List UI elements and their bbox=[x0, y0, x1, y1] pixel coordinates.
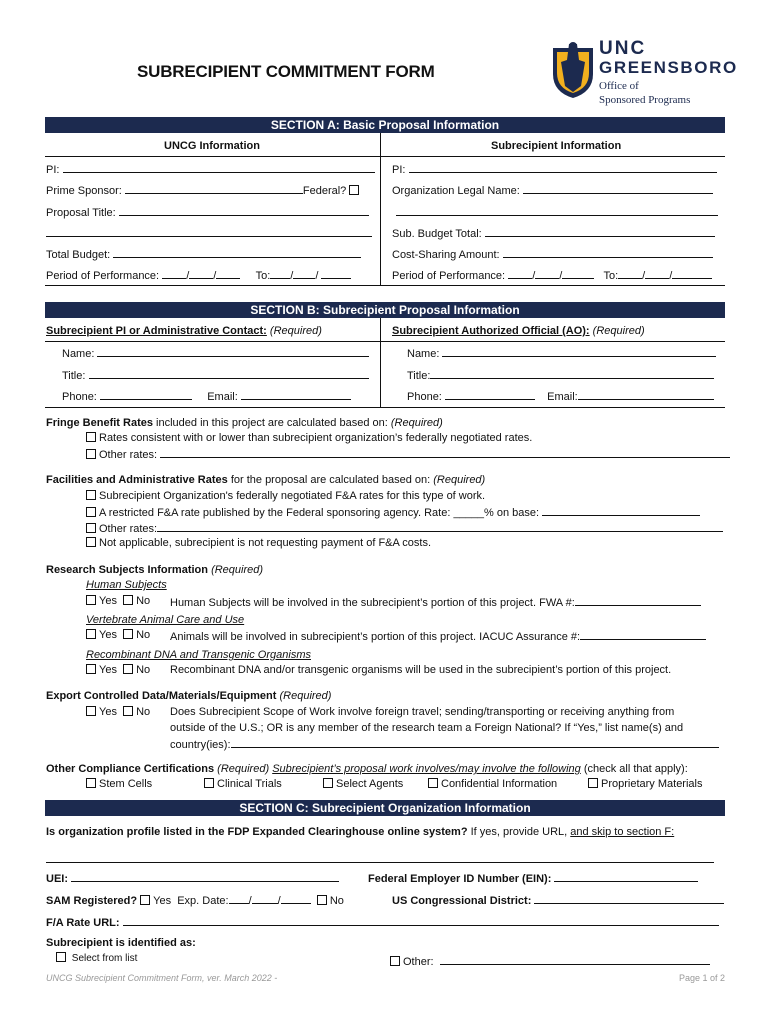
spartan-shield-icon bbox=[551, 40, 595, 100]
checkbox[interactable] bbox=[86, 537, 96, 547]
checkbox[interactable] bbox=[86, 523, 96, 533]
fa-option-not-applicable[interactable]: Not applicable, subrecipient is not requesting payment of F&A costs. bbox=[86, 537, 431, 549]
human-subjects-label: Human Subjects bbox=[86, 579, 167, 591]
uncg-period-field[interactable]: Period of Performance: / / To: / / bbox=[46, 268, 351, 282]
fa-rate-url-field[interactable]: F/A Rate URL: bbox=[46, 915, 719, 929]
identified-as-label: Subrecipient is identified as: bbox=[46, 937, 196, 949]
footer-form-version: UNCG Subrecipient Commitment Form, ver. March 2022 - bbox=[46, 973, 278, 983]
section-b-heading: SECTION B: Subrecipient Proposal Information bbox=[45, 302, 725, 318]
export-text-1: Does Subrecipient Scope of Work involve foreign travel; sending/transporting or receiving anything from bbox=[170, 706, 675, 718]
yes-checkbox[interactable] bbox=[86, 664, 96, 674]
section-b-divider bbox=[380, 318, 381, 408]
dna-row[interactable]: Yes No bbox=[86, 664, 150, 676]
checkbox[interactable] bbox=[86, 432, 96, 442]
human-subjects-row[interactable]: Yes No bbox=[86, 595, 150, 607]
section-c-heading: SECTION C: Subrecipient Organization Information bbox=[45, 800, 725, 816]
proprietary-option[interactable]: Proprietary Materials bbox=[588, 778, 702, 790]
org-legal-name-field[interactable]: Organization Legal Name: bbox=[392, 183, 713, 197]
federal-checkbox[interactable] bbox=[349, 185, 359, 195]
section-b-rule bbox=[45, 341, 725, 342]
uncg-pi-field[interactable]: PI: bbox=[46, 162, 375, 176]
logo-line-1: UNC bbox=[599, 38, 647, 59]
checkbox[interactable] bbox=[86, 449, 96, 459]
proposal-title-field[interactable]: Proposal Title: bbox=[46, 205, 369, 219]
human-subjects-text[interactable]: Human Subjects will be involved in the subrecipient’s portion of this project. FWA #: bbox=[170, 595, 701, 609]
yes-checkbox[interactable] bbox=[86, 595, 96, 605]
logo-line-3: Office of bbox=[599, 80, 639, 92]
clearinghouse-question: Is organization profile listed in the FDP Expanded Clearinghouse online system? If yes, provide URL, and skip to section F: bbox=[46, 826, 675, 838]
select-agents-option[interactable]: Select Agents bbox=[323, 778, 403, 790]
no-checkbox[interactable] bbox=[123, 629, 133, 639]
fringe-option-negotiated[interactable]: Rates consistent with or lower than subrecipient organization’s federally negotiated rates. bbox=[86, 432, 532, 444]
total-budget-field[interactable]: Total Budget: bbox=[46, 247, 361, 261]
contact-title-field[interactable]: Title: bbox=[62, 368, 369, 382]
checkbox[interactable] bbox=[86, 778, 96, 788]
identified-other-field[interactable]: Other: bbox=[390, 954, 710, 968]
section-b-bottom-rule bbox=[45, 407, 725, 408]
yes-checkbox[interactable] bbox=[86, 706, 96, 716]
sam-registered-row[interactable]: SAM Registered? Yes Exp. Date: / / No bbox=[46, 895, 344, 907]
no-checkbox[interactable] bbox=[123, 706, 133, 716]
fringe-heading: Fringe Benefit Rates included in this project are calculated based on: (Required) bbox=[46, 417, 443, 429]
clearinghouse-url-field[interactable] bbox=[46, 852, 714, 866]
prime-sponsor-field[interactable]: Prime Sponsor: Federal? bbox=[46, 183, 362, 197]
section-a-bottom-rule bbox=[45, 285, 725, 286]
no-checkbox[interactable] bbox=[123, 664, 133, 674]
section-a-rule bbox=[45, 156, 725, 157]
form-title: SUBRECIPIENT COMMITMENT FORM bbox=[137, 62, 435, 81]
checkbox[interactable] bbox=[588, 778, 598, 788]
export-heading: Export Controlled Data/Materials/Equipment (Required) bbox=[46, 690, 332, 702]
logo-line-2: GREENSBORO bbox=[599, 58, 738, 77]
congressional-district-field[interactable]: US Congressional District: bbox=[392, 893, 724, 907]
animal-text[interactable]: Animals will be involved in subrecipient’s portion of this project. IACUC Assurance #: bbox=[170, 629, 706, 643]
section-a-heading: SECTION A: Basic Proposal Information bbox=[45, 117, 725, 133]
animal-label: Vertebrate Animal Care and Use bbox=[86, 614, 245, 626]
stem-cells-option[interactable]: Stem Cells bbox=[86, 778, 152, 790]
fa-option-negotiated[interactable]: Subrecipient Organization's federally negotiated F&A rates for this type of work. bbox=[86, 490, 485, 502]
checkbox[interactable] bbox=[428, 778, 438, 788]
org-legal-name-line-2[interactable] bbox=[396, 205, 718, 219]
no-checkbox[interactable] bbox=[123, 595, 133, 605]
ao-phone-email-field[interactable]: Phone: Email: bbox=[407, 389, 714, 403]
logo-line-4: Sponsored Programs bbox=[599, 94, 691, 106]
fringe-option-other[interactable]: Other rates: bbox=[86, 447, 730, 461]
sub-budget-total-field[interactable]: Sub. Budget Total: bbox=[392, 226, 715, 240]
dna-text: Recombinant DNA and/or transgenic organisms will be used in the subrecipient’s portion of this project. bbox=[170, 664, 672, 676]
footer-page-number: Page 1 of 2 bbox=[679, 973, 726, 983]
fa-option-restricted[interactable]: A restricted F&A rate published by the Federal sponsoring agency. Rate: _____% on base: bbox=[86, 505, 700, 519]
export-text-3[interactable]: country(ies): bbox=[170, 737, 719, 751]
checkbox[interactable] bbox=[204, 778, 214, 788]
other-compliance-heading: Other Compliance Certifications (Required) Subrecipient’s proposal work involves/may involve the following (check all that apply): bbox=[46, 763, 688, 775]
sub-period-field[interactable]: Period of Performance: / / To: / / bbox=[392, 268, 712, 282]
export-row[interactable]: Yes No bbox=[86, 706, 150, 718]
checkbox[interactable] bbox=[86, 507, 96, 517]
ao-heading: Subrecipient Authorized Official (AO): (Required) bbox=[392, 325, 645, 337]
uei-field[interactable]: UEI: bbox=[46, 871, 339, 885]
identified-as-select[interactable]: Select from list bbox=[56, 952, 137, 964]
federal-label: Federal? bbox=[302, 185, 347, 197]
sub-pi-field[interactable]: PI: bbox=[392, 162, 717, 176]
cost-sharing-field[interactable]: Cost-Sharing Amount: bbox=[392, 247, 713, 261]
contact-heading: Subrecipient PI or Administrative Contact: (Required) bbox=[46, 325, 322, 337]
fa-option-other[interactable]: Other rates: bbox=[86, 521, 723, 535]
contact-name-field[interactable]: Name: bbox=[62, 346, 369, 360]
yes-checkbox[interactable] bbox=[86, 629, 96, 639]
contact-phone-email-field[interactable]: Phone: Email: bbox=[62, 389, 351, 403]
confidential-option[interactable]: Confidential Information bbox=[428, 778, 557, 790]
ein-field[interactable]: Federal Employer ID Number (EIN): bbox=[368, 871, 698, 885]
ao-title-field[interactable]: Title: bbox=[407, 368, 714, 382]
checkbox[interactable] bbox=[390, 956, 400, 966]
sub-info-heading: Subrecipient Information bbox=[491, 140, 622, 152]
sam-yes-checkbox[interactable] bbox=[140, 895, 150, 905]
ao-name-field[interactable]: Name: bbox=[407, 346, 716, 360]
sam-no-checkbox[interactable] bbox=[317, 895, 327, 905]
checkbox[interactable] bbox=[86, 490, 96, 500]
dna-label: Recombinant DNA and Transgenic Organisms bbox=[86, 649, 311, 661]
uncg-logo bbox=[551, 38, 738, 112]
proposal-title-line-2[interactable] bbox=[46, 226, 372, 240]
export-text-2: outside of the U.S.; OR is any member of the research team a Foreign National? If “Yes,” list name(s) and bbox=[170, 722, 684, 734]
fa-heading: Facilities and Administrative Rates for the proposal are calculated based on: (Required) bbox=[46, 474, 486, 486]
research-heading: Research Subjects Information (Required) bbox=[46, 564, 264, 576]
checkbox[interactable] bbox=[323, 778, 333, 788]
checkbox[interactable] bbox=[56, 952, 66, 962]
uncg-info-heading: UNCG Information bbox=[164, 140, 260, 152]
clinical-trials-option[interactable]: Clinical Trials bbox=[204, 778, 282, 790]
animal-row[interactable]: Yes No bbox=[86, 629, 150, 641]
